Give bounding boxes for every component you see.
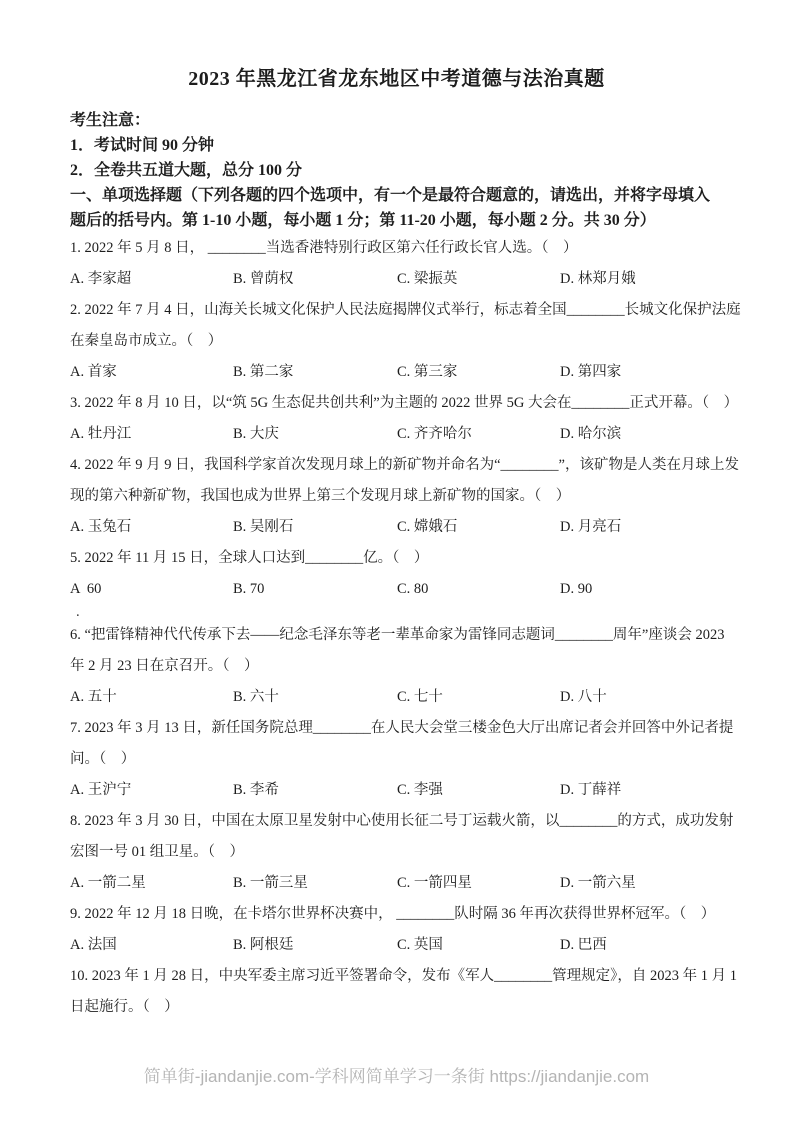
notice-item-2: 2．全卷共五道大题，总分 100 分: [70, 162, 303, 179]
question-6-text-line-1: 6. “把雷锋精神代代传承下去——纪念毛泽东等老一辈革命家为雷锋同志题词________周年”座谈会 2023: [70, 627, 725, 643]
question-5-option-a: A 60: [70, 581, 102, 597]
question-5-text: 5. 2022 年 11 月 15 日，全球人口达到________亿。（ ）: [70, 550, 429, 566]
stray-dot-artifact: .: [76, 604, 80, 620]
question-9-text: 9. 2022 年 12 月 18 日晚，在卡塔尔世界杯决赛中， ________队时隔 36 年再次获得世界杯冠军。（ ）: [70, 906, 716, 922]
question-1-option-c: C. 梁振英: [397, 271, 458, 287]
page-title: 2023 年黑龙江省龙东地区中考道德与法治真题: [188, 68, 605, 90]
question-2-option-a: A. 首家: [70, 364, 117, 380]
question-8-options: [70, 868, 723, 899]
question-6-options: [70, 682, 723, 713]
question-4-text-line-1: 4. 2022 年 9 月 9 日，我国科学家首次发现月球上的新矿物并命名为“________”，该矿物是人类在月球上发: [70, 457, 739, 473]
notice-item-1: 1．考试时间 90 分钟: [70, 137, 215, 154]
question-9-option-c: C. 英国: [397, 937, 443, 953]
question-10-text-line-1: 10. 2023 年 1 月 28 日，中央军委主席习近平签署命令，发布《军人________管理规定》，自 2023 年 1 月 1: [70, 968, 737, 984]
question-3-options: [70, 419, 723, 450]
question-8-text-line-2: 宏图一号 01 组卫星。（ ）: [70, 844, 244, 860]
question-1-option-a: A. 李家超: [70, 271, 132, 287]
question-8-option-d: D. 一箭六星: [560, 875, 636, 891]
question-5-option-d: D. 90: [560, 581, 593, 597]
question-2-text-line-2: 在秦皇岛市成立。（ ）: [70, 333, 223, 349]
question-4-option-c: C. 嫦娥石: [397, 519, 458, 535]
question-4-options: [70, 512, 723, 543]
question-3-option-d: D. 哈尔滨: [560, 426, 622, 442]
question-3-option-a: A. 牡丹江: [70, 426, 132, 442]
question-7-option-a: A. 王沪宁: [70, 782, 132, 798]
question-9-option-a: A. 法国: [70, 937, 117, 953]
question-3-option-c: C. 齐齐哈尔: [397, 426, 472, 442]
notice-heading: 考生注意：: [70, 112, 151, 129]
question-9-options: [70, 930, 723, 961]
question-8-option-a: A. 一箭二星: [70, 875, 146, 891]
question-4-option-a: A. 玉兔石: [70, 519, 132, 535]
question-1-option-d: D. 林郑月娥: [560, 271, 636, 287]
question-7-text-line-1: 7. 2023 年 3 月 13 日，新任国务院总理________在人民大会堂三楼金色大厅出席记者会并回答中外记者提: [70, 720, 734, 736]
watermark-footer: 简单街-jiandanjie.com-学科网简单学习一条街 https://jiandanjie.com: [143, 1067, 650, 1086]
question-4-option-b: B. 吴刚石: [233, 519, 294, 535]
question-9-option-b: B. 阿根廷: [233, 937, 294, 953]
question-3-text: 3. 2022 年 8 月 10 日，以“筑 5G 生态促共创共利”为主题的 2022 世界 5G 大会在________正式开幕。（ ）: [70, 395, 739, 411]
question-5-options: [70, 574, 723, 605]
question-8-option-b: B. 一箭三星: [233, 875, 308, 891]
question-6-option-a: A. 五十: [70, 689, 117, 705]
question-5-option-b: B. 70: [233, 581, 265, 597]
question-9-option-d: D. 巴西: [560, 937, 607, 953]
section-heading-line-2: 题后的括号内。第 1-10 小题，每小题 1 分；第 11-20 小题，每小题 2 分。共 30 分）: [70, 212, 656, 229]
question-6-option-d: D. 八十: [560, 689, 607, 705]
question-8-text-line-1: 8. 2023 年 3 月 30 日，中国在太原卫星发射中心使用长征二号丁运载火箭，以________的方式，成功发射: [70, 813, 734, 829]
question-1-options: [70, 264, 723, 295]
question-7-option-b: B. 李希: [233, 782, 279, 798]
question-1-text: 1. 2022 年 5 月 8 日， ________当选香港特别行政区第六任行政长官人选。（ ）: [70, 240, 578, 256]
question-2-option-c: C. 第三家: [397, 364, 458, 380]
question-7-text-line-2: 问。（ ）: [70, 751, 136, 767]
question-10-text-line-2: 日起施行。（ ）: [70, 999, 179, 1015]
question-6-option-c: C. 七十: [397, 689, 443, 705]
question-5-option-c: C. 80: [397, 581, 429, 597]
question-4-text-line-2: 现的第六种新矿物，我国也成为世界上第三个发现月球上新矿物的国家。（ ）: [70, 488, 571, 504]
question-4-option-d: D. 月亮石: [560, 519, 622, 535]
question-2-text-line-1: 2. 2022 年 7 月 4 日，山海关长城文化保护人民法庭揭牌仪式举行，标志着全国________长城文化保护法庭: [70, 302, 741, 318]
exam-content: [0, 108, 793, 1023]
question-6-option-b: B. 六十: [233, 689, 279, 705]
question-2-option-d: D. 第四家: [560, 364, 622, 380]
question-1-option-b: B. 曾荫权: [233, 271, 294, 287]
question-2-option-b: B. 第二家: [233, 364, 294, 380]
question-6-text-line-2: 年 2 月 23 日在京召开。（ ）: [70, 658, 259, 674]
question-7-option-d: D. 丁薛祥: [560, 782, 622, 798]
question-8-option-c: C. 一箭四星: [397, 875, 472, 891]
question-7-options: [70, 775, 723, 806]
question-2-options: [70, 357, 723, 388]
section-heading-line-1: 一、单项选择题（下列各题的四个选项中，有一个是最符合题意的，请选出，并将字母填入: [70, 187, 711, 204]
question-7-option-c: C. 李强: [397, 782, 443, 798]
question-3-option-b: B. 大庆: [233, 426, 279, 442]
